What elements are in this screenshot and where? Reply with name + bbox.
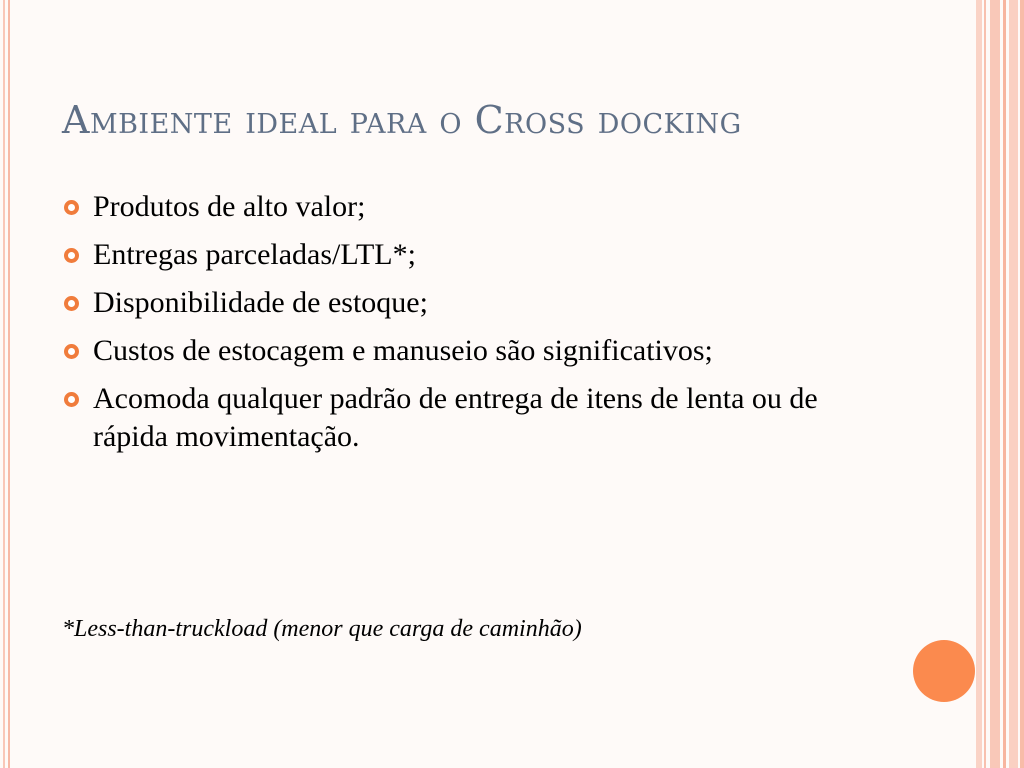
right-stripe xyxy=(976,0,982,768)
right-stripe xyxy=(1020,0,1024,768)
right-stripe xyxy=(1009,0,1018,768)
ring-bullet-icon xyxy=(64,200,79,215)
bullet-item xyxy=(62,236,892,274)
right-stripes-decoration xyxy=(976,0,1024,768)
bullet-text: Custos de estocagem e manuseio são significativos; xyxy=(93,334,713,367)
ring-bullet-icon xyxy=(64,344,79,359)
ring-bullet-icon xyxy=(64,248,79,263)
bullet-text: Produtos de alto valor; xyxy=(93,190,366,223)
bullet-text: Acomoda qualquer padrão de entrega de itens de lenta ou de rápida movimentação. xyxy=(93,382,818,453)
bullet-text: Disponibilidade de estoque; xyxy=(93,286,428,319)
bullet-item xyxy=(62,332,892,370)
right-stripe xyxy=(984,0,986,768)
bullet-list xyxy=(62,188,892,466)
left-border-stripe xyxy=(3,0,5,768)
bullet-item xyxy=(62,188,892,226)
ring-bullet-icon xyxy=(64,392,79,407)
slide-title: Ambiente ideal para o Cross docking xyxy=(62,98,742,142)
decorative-circle xyxy=(913,640,975,702)
ring-bullet-icon xyxy=(64,296,79,311)
bullet-item xyxy=(62,380,892,456)
footnote: *Less-than-truckload (menor que carga de caminhão) xyxy=(62,616,582,642)
bullet-item xyxy=(62,284,892,322)
left-border-decoration xyxy=(0,0,10,768)
right-stripe xyxy=(1003,0,1006,768)
right-stripe xyxy=(990,0,1000,768)
bullet-text: Entregas parceladas/LTL*; xyxy=(93,238,416,271)
